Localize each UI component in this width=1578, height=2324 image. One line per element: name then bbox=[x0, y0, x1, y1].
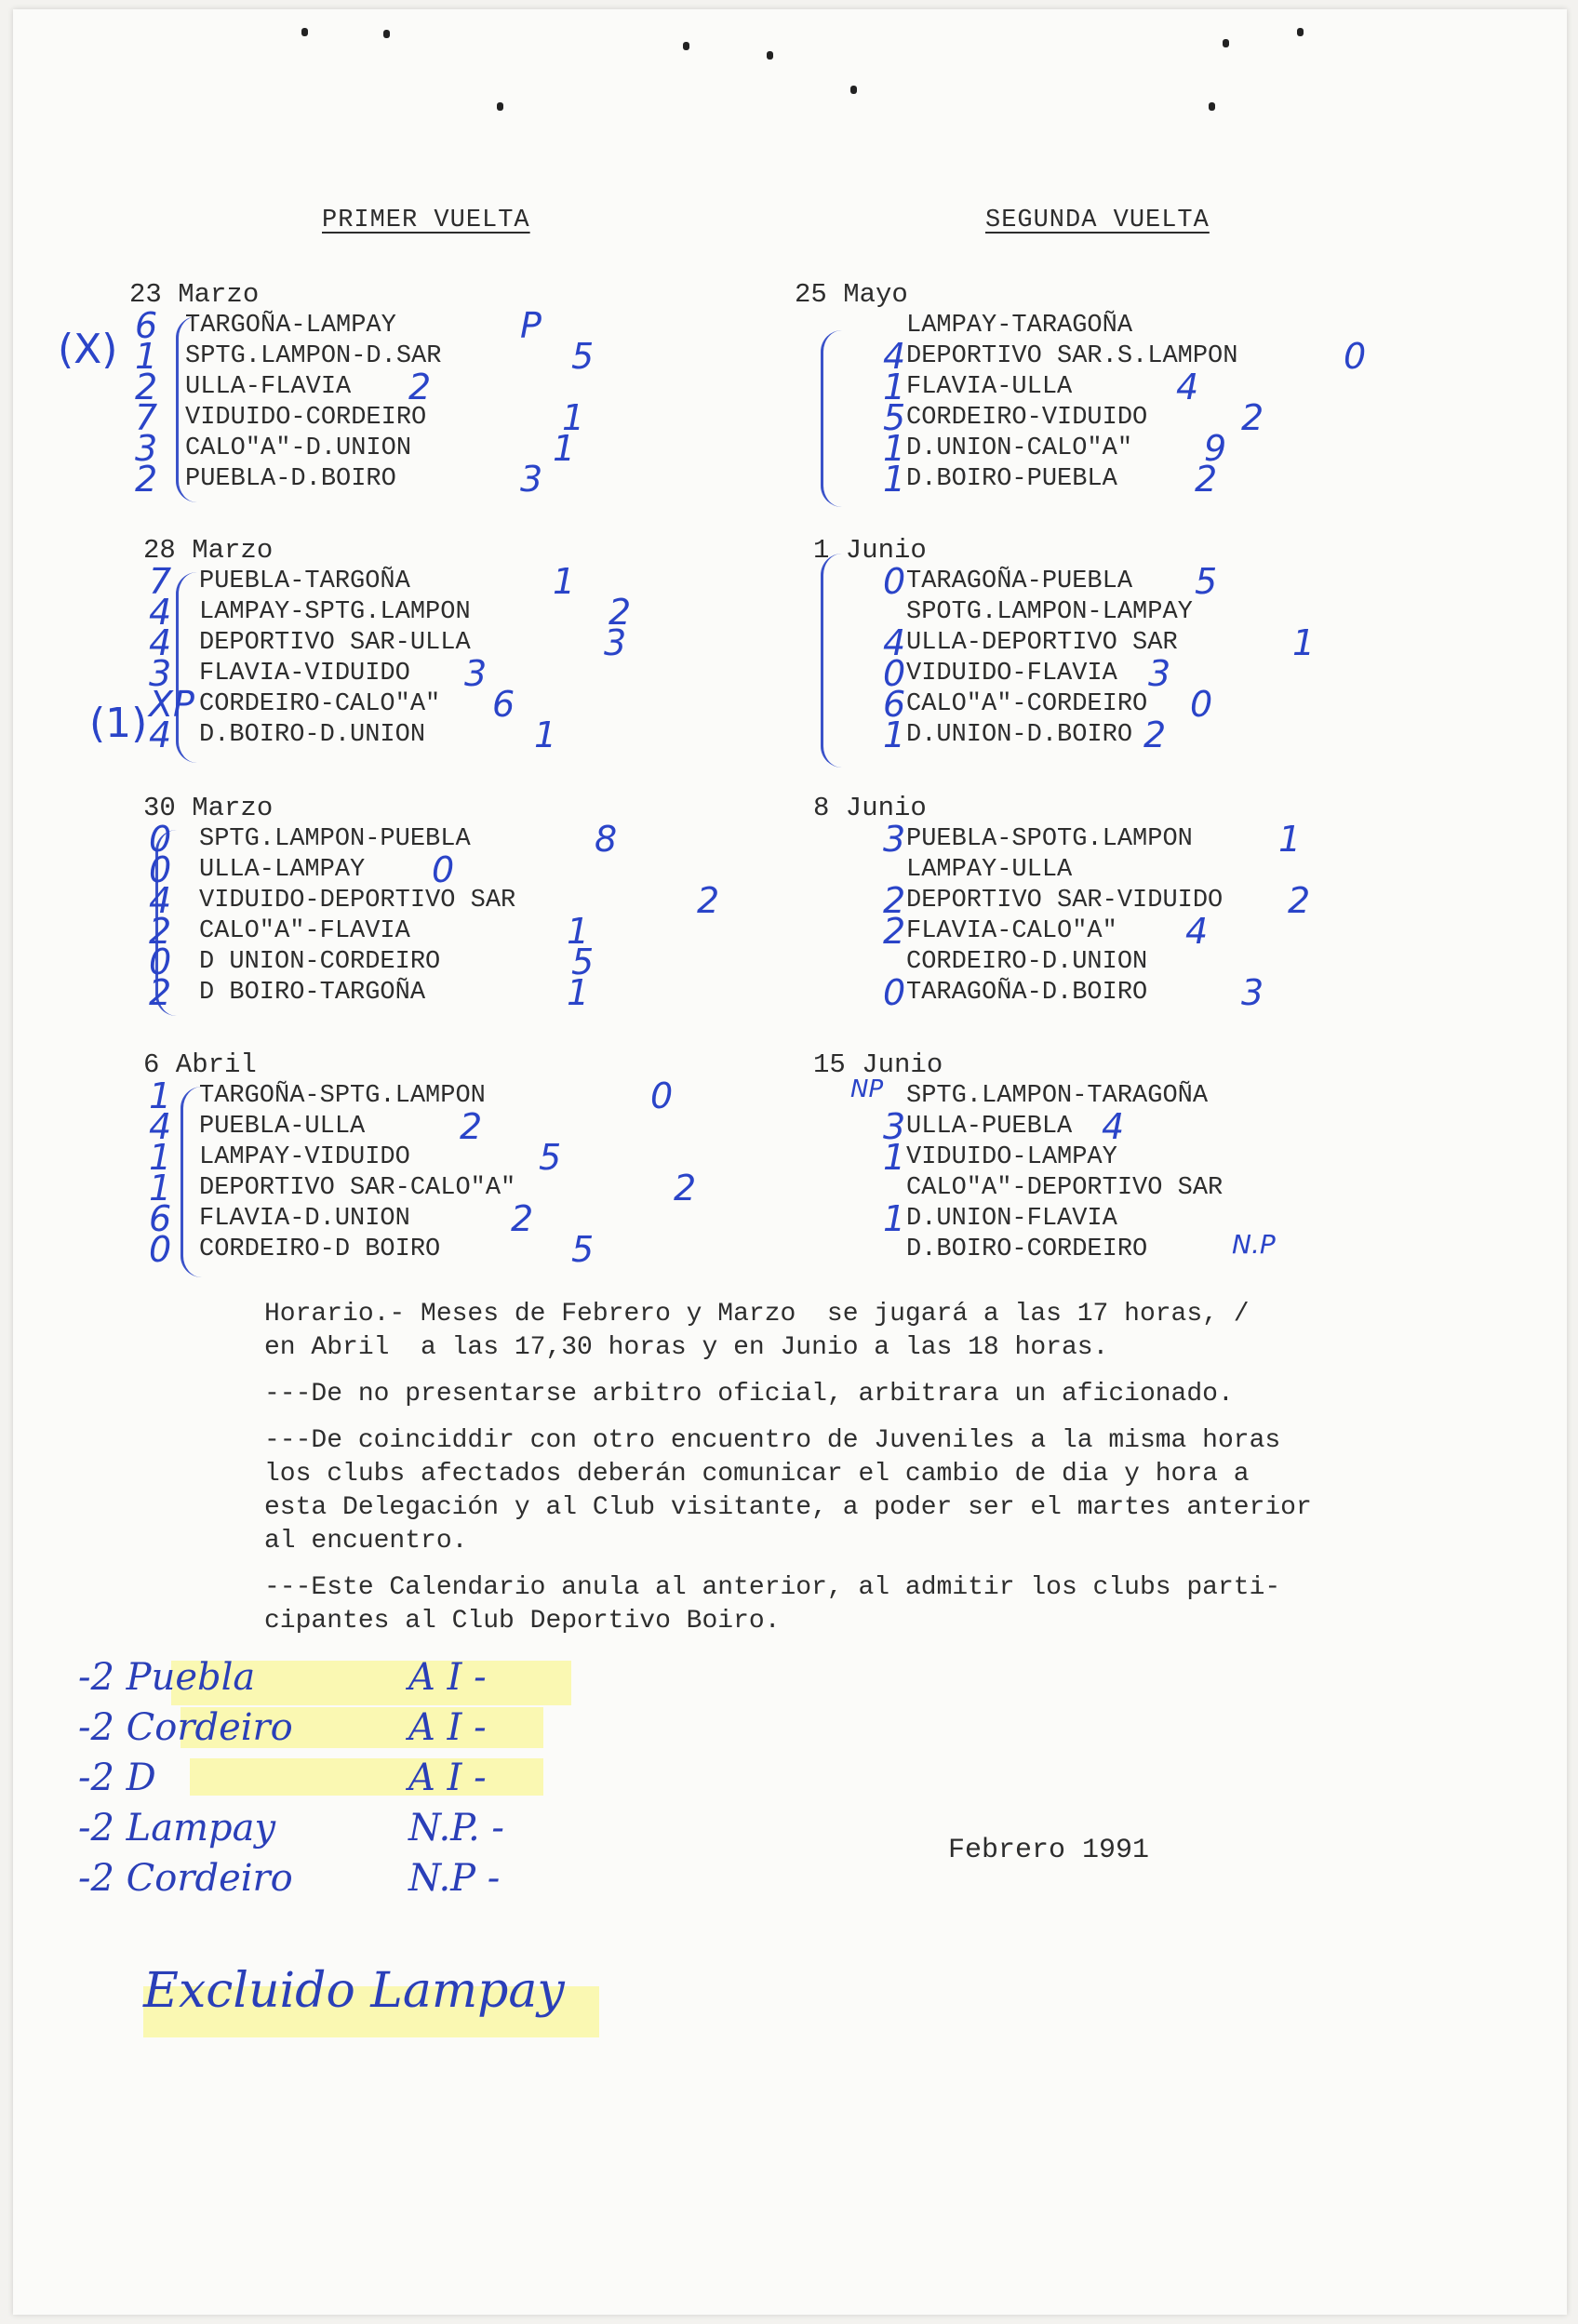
match: PUEBLA-SPOTG.LAMPON bbox=[906, 825, 1193, 853]
match: DEPORTIVO SAR-VIDUIDO bbox=[906, 887, 1224, 915]
round-date: 8 Junio bbox=[813, 793, 927, 823]
match: VIDUIDO-LAMPAY bbox=[906, 1143, 1117, 1171]
round-date: 28 Marzo bbox=[143, 535, 274, 566]
primera-round-4: 6 Abril 1 TARGOÑA-SPTG.LAMPON 0 4 PUEBLA-ULLA 2 1 LAMPAY-VIDUIDO 5 1 DEPORTIVO SAR-CALO"A" 2 6 FLAVIA-D.UNION 2 0 CORDEIRO-D BOIRO 5 bbox=[143, 1049, 697, 1270]
match: FLAVIA-D.UNION bbox=[199, 1205, 410, 1233]
match: PUEBLA-TARGOÑA bbox=[199, 568, 410, 595]
segunda-round-2: 1 Junio 0 TARAGOÑA-PUEBLA 5 SPOTG.LAMPON-LAMPAY 4 ULLA-DEPORTIVO SAR 1 0 VIDUIDO-FLAVIA 3 6 CALO"A"-CORDEIRO 0 1 D.UNION-D.BOIRO 2 bbox=[813, 535, 1316, 755]
match: LAMPAY-ULLA bbox=[906, 856, 1073, 884]
match: PUEBLA-ULLA bbox=[199, 1113, 366, 1141]
header-segunda: SEGUNDA VUELTA bbox=[985, 207, 1210, 234]
match: SPTG.LAMPON-D.SAR bbox=[185, 342, 442, 370]
round-date: 30 Marzo bbox=[143, 793, 274, 823]
round-date: 15 Junio bbox=[813, 1049, 943, 1080]
primera-round-1: 23 Marzo 6 TARGOÑA-LAMPAY P 1 SPTG.LAMPON-D.SAR 5 2 ULLA-FLAVIA 2 7 VIDUIDO-CORDEIRO 1 3 CALO"A"-D.UNION 1 2 PUEBLA-D.BOIRO 3 bbox=[129, 279, 595, 500]
match: TARGOÑA-LAMPAY bbox=[185, 312, 396, 340]
primera-round-3: 30 Marzo 0 SPTG.LAMPON-PUEBLA 8 0 ULLA-LAMPAY 0 4 VIDUIDO-DEPORTIVO SAR 2 2 CALO"A"-FLAVIA 1 0 D UNION-CORDEIRO 5 2 D BOIRO-TARGOÑA 1 bbox=[143, 793, 720, 1013]
match: VIDUIDO-DEPORTIVO SAR bbox=[199, 887, 516, 915]
match: ULLA-DEPORTIVO SAR bbox=[906, 629, 1178, 657]
match: VIDUIDO-CORDEIRO bbox=[185, 404, 427, 432]
match: FLAVIA-CALO"A" bbox=[906, 917, 1117, 945]
footer-date: Febrero 1991 bbox=[948, 1835, 1150, 1866]
round-date: 23 Marzo bbox=[129, 279, 260, 310]
match: CALO"A"-CORDEIRO bbox=[906, 690, 1148, 718]
round-date: 6 Abril bbox=[143, 1049, 257, 1080]
match: LAMPAY-TARAGOÑA bbox=[906, 312, 1133, 340]
match: CALO"A"-FLAVIA bbox=[199, 917, 410, 945]
tag-first: (X) bbox=[58, 326, 118, 373]
match: DEPORTIVO SAR.S.LAMPON bbox=[906, 342, 1238, 370]
segunda-round-4: 15 Junio NP SPTG.LAMPON-TARAGOÑA 3 ULLA-PUEBLA 4 1 VIDUIDO-LAMPAY CALO"A"-DEPORTIVO SAR 1 D.UNION-FLAVIA D.BOIRO-CORDEIRO N.P bbox=[813, 1049, 1276, 1263]
match: CORDEIRO-VIDUIDO bbox=[906, 404, 1148, 432]
primera-round-2: 28 Marzo 7 PUEBLA-TARGOÑA 1 4 LAMPAY-SPTG.LAMPON 2 4 DEPORTIVO SAR-ULLA 3 3 FLAVIA-VIDUIDO 3 XP CORDEIRO-CALO"A" 6 4 D.BOIRO-D.UNION 1 bbox=[143, 535, 632, 755]
match: D BOIRO-TARGOÑA bbox=[199, 979, 426, 1007]
match: ULLA-FLAVIA bbox=[185, 373, 352, 401]
match: D.UNION-FLAVIA bbox=[906, 1205, 1117, 1233]
match: ULLA-PUEBLA bbox=[906, 1113, 1073, 1141]
match: FLAVIA-VIDUIDO bbox=[199, 660, 410, 688]
match: D.UNION-CALO"A" bbox=[906, 434, 1133, 462]
signature: Excluido Lampay bbox=[143, 1963, 565, 2019]
segunda-round-3: 8 Junio 3 PUEBLA-SPOTG.LAMPON 1 LAMPAY-ULLA 2 DEPORTIVO SAR-VIDUIDO 2 2 FLAVIA-CALO"A" 4 CORDEIRO-D.UNION 0 TARAGOÑA-D.BOIRO 3 bbox=[813, 793, 1311, 1013]
match: TARAGOÑA-PUEBLA bbox=[906, 568, 1133, 595]
round-date: 25 Mayo bbox=[795, 279, 908, 310]
match: CALO"A"-D.UNION bbox=[185, 434, 412, 462]
notes-block bbox=[264, 1298, 1502, 1651]
match: DEPORTIVO SAR-ULLA bbox=[199, 629, 471, 657]
match: D.BOIRO-D.UNION bbox=[199, 721, 426, 749]
match: TARGOÑA-SPTG.LAMPON bbox=[199, 1082, 486, 1110]
match: DEPORTIVO SAR-CALO"A" bbox=[199, 1174, 516, 1202]
note-calendario: ---Este Calendario anula al anterior, al admitir los clubs parti- cipantes al Club Deportivo Boiro. bbox=[264, 1573, 1281, 1636]
match: CORDEIRO-D.UNION bbox=[906, 948, 1148, 976]
tag-second: (1) bbox=[89, 700, 148, 747]
match: LAMPAY-VIDUIDO bbox=[199, 1143, 410, 1171]
match: CORDEIRO-D BOIRO bbox=[199, 1235, 441, 1263]
header-primera: PRIMER VUELTA bbox=[322, 207, 530, 234]
note-arbitro: ---De no presentarse arbitro oficial, arbitrara un aficionado. bbox=[264, 1380, 1234, 1409]
segunda-round-1: 25 Mayo LAMPAY-TARAGOÑA 4 DEPORTIVO SAR.S.LAMPON 0 1 FLAVIA-ULLA 4 5 CORDEIRO-VIDUIDO 2 1 D.UNION-CALO"A" 9 1 D.BOIRO-PUEBLA 2 bbox=[795, 279, 1367, 500]
match: CALO"A"-DEPORTIVO SAR bbox=[906, 1174, 1224, 1202]
round-date: 1 Junio bbox=[813, 535, 927, 566]
match: SPOTG.LAMPON-LAMPAY bbox=[906, 598, 1193, 626]
match: VIDUIDO-FLAVIA bbox=[906, 660, 1117, 688]
match: CORDEIRO-CALO"A" bbox=[199, 690, 441, 718]
note-coincidir: ---De coinciddir con otro encuentro de Juveniles a la misma horas los clubs afectados deberán comunicar el cambio de dia y hora a esta Delegación y al Club visitante, a poder ser el martes anterior al encuentro. bbox=[264, 1426, 1312, 1556]
match: D UNION-CORDEIRO bbox=[199, 948, 441, 976]
document-page: PRIMER VUELTA SEGUNDA VUELTA (X) (1) 23 Marzo 6 TARGOÑA-LAMPAY P 1 SPTG.LAMPON-D.SAR 5 2 ULLA-FLAVIA 2 7 VIDUIDO-CORDEIRO 1 3 CALO"A"-D.UNION 1 2 PUEBLA-D.BOIRO 3 28 Marzo 7 PUEBLA-TARGOÑA 1 4 LAMPAY-SPTG.LAMPON 2 4 DEPORTIVO SAR-ULLA 3 3 FLAVIA-VIDUIDO 3 XP CORDEIRO-CALO"A" 6 4 D.BOIRO-D.UNION 1 30 Marzo 0 SPTG.LAMPON-PUEBLA 8 0 ULLA-LAMPAY 0 4 VIDUIDO-DEPORTIVO SAR 2 2 CALO"A"-FLAVIA 1 0 D UNION-CORDEIRO 5 2 D BOIRO-TARGOÑA 1 6 Abril 1 TARGOÑA-SPTG.LAMPON 0 4 PUEBLA-ULLA 2 1 LAMPAY-VIDUIDO 5 1 DEPORTIVO SAR-CALO"A" 2 6 FLAVIA-D.UNION 2 0 CORDEIRO-D BOIRO 5 25 Mayo LAMPAY-TARAGOÑA 4 DEPORTIVO SAR.S.LAMPON 0 1 FLAVIA-ULLA 4 5 CORDEIRO-VIDUIDO 2 1 D.UNION-CALO"A" 9 1 D.BOIRO-PUEBLA 2 1 Junio 0 TARAGOÑA-PUEBLA 5 SPOTG.LAMPON-LAMPAY 4 ULLA-DEPORTIVO SAR 1 0 VIDUIDO-FLAVIA 3 6 CALO"A"-CORDEIRO 0 1 D.UNION-D.BOIRO 2 8 Junio 3 PUEBLA-SPOTG.LAMPON 1 LAMPAY-ULLA 2 DEPORTIVO SAR-VIDUIDO 2 2 FLAVIA-CALO"A" 4 CORDEIRO-D.UNION 0 TARAGOÑA-D.BOIRO 3 15 Junio NP SPTG.LAMPON-TARAGOÑA 3 ULLA-PUEBLA 4 1 VIDUIDO-LAMPAY CALO"A"-DEPORTIVO SAR 1 D.UNION-FLAVIA D.BOIRO-CORDEIRO N.P Horario.- Meses de Febrero y Marzo se jugará a las 17 horas, / en Abril a las 17,30 horas y en Junio a las 18 horas. ---De no presentarse arbitro oficial, arbitrara un aficionado. ---De coinciddir con otro encuentro de Juveniles a la misma horas los clubs afectados deberán comunicar el cambio de dia y hora a esta Delegación y al Club visitante, a poder ser el martes anterior al encuentro. ---Este Calendario anula al anterior, al admitir los clubs parti- cipantes al Club Deportivo Boiro. -2 Puebla A I - -2 Cordeiro A I - -2 D A I - -2 Lampay N.P. - -2 Cordeiro N.P - Febrero 1991 Excluido Lampay bbox=[13, 9, 1567, 2315]
match: TARAGOÑA-D.BOIRO bbox=[906, 979, 1148, 1007]
match: D.BOIRO-PUEBLA bbox=[906, 465, 1117, 493]
match: ULLA-LAMPAY bbox=[199, 856, 366, 884]
note-horario: Horario.- Meses de Febrero y Marzo se jugará a las 17 horas, / en Abril a las 17,30 horas y en Junio a las 18 horas. bbox=[264, 1300, 1250, 1362]
match: D.BOIRO-CORDEIRO bbox=[906, 1235, 1148, 1263]
match: FLAVIA-ULLA bbox=[906, 373, 1073, 401]
match: PUEBLA-D.BOIRO bbox=[185, 465, 396, 493]
match: SPTG.LAMPON-PUEBLA bbox=[199, 825, 471, 853]
match: D.UNION-D.BOIRO bbox=[906, 721, 1133, 749]
match: LAMPAY-SPTG.LAMPON bbox=[199, 598, 471, 626]
match: SPTG.LAMPON-TARAGOÑA bbox=[906, 1082, 1209, 1110]
